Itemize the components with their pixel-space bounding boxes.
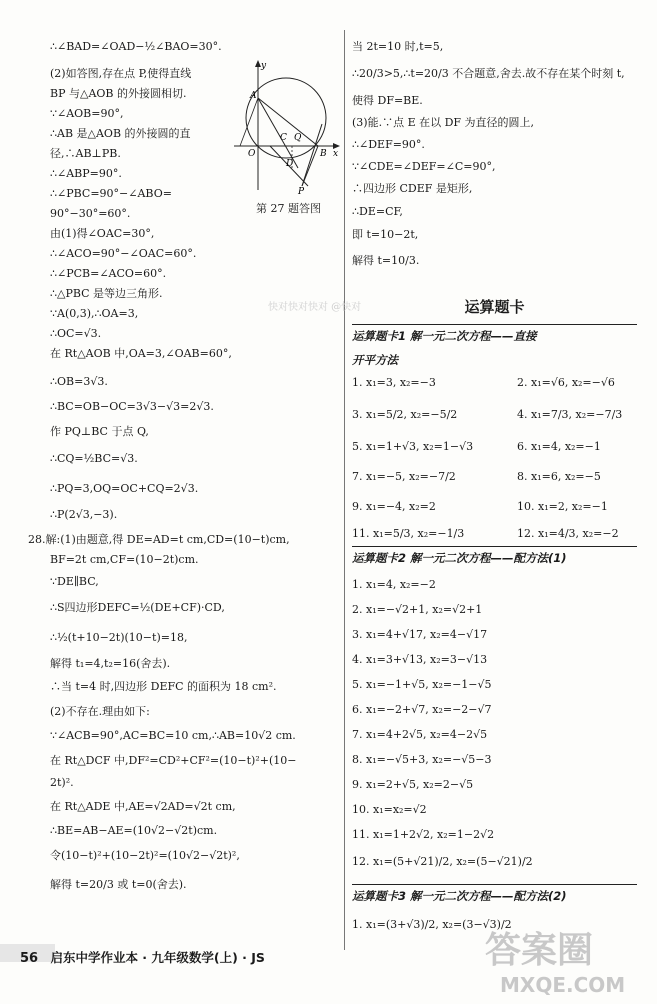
answer-item: 1. x₁=(3+√3)/2, x₂=(3−√3)/2 xyxy=(352,918,512,931)
answer-item: 2. x₁=√6, x₂=−√6 xyxy=(517,376,615,389)
left-text-line: BP 与△AOB 的外接圆相切. xyxy=(50,87,187,100)
left-text-line: (2)不存在.理由如下: xyxy=(50,705,150,718)
label-d: D xyxy=(286,159,294,169)
left-text-line: 作 PQ⊥BC 于点 Q, xyxy=(50,425,149,438)
line-ab xyxy=(258,98,318,146)
left-text-line: ∴AB 是△AOB 的外接圆的直 xyxy=(50,127,191,140)
left-text-line: ∴△PBC 是等边三角形. xyxy=(50,287,163,300)
left-text-line: 解得 t₁=4,t₂=16(舍去). xyxy=(50,657,171,670)
answer-item: 5. x₁=−1+√5, x₂=−1−√5 xyxy=(352,678,492,691)
left-text-line: ∵A(0,3),∴OA=3, xyxy=(50,307,139,320)
answer-item: 4. x₁=7/3, x₂=−7/3 xyxy=(517,408,623,421)
right-text-line: 当 2t=10 时,t=5, xyxy=(352,40,444,53)
answer-item: 6. x₁=4, x₂=−1 xyxy=(517,440,601,453)
geometry-figure xyxy=(230,58,342,198)
footer-title: 启东中学作业本 · 九年级数学(上) · JS xyxy=(50,950,265,965)
page-number: 56 xyxy=(20,951,39,966)
answer-item: 3. x₁=4+√17, x₂=4−√17 xyxy=(352,628,488,641)
answer-item: 8. x₁=−√5+3, x₂=−√5−3 xyxy=(352,753,492,766)
answer-item: 4. x₁=3+√13, x₂=3−√13 xyxy=(352,653,488,666)
watermark-logo xyxy=(480,920,650,1000)
left-text-line: ∵∠AOB=90°, xyxy=(50,107,124,120)
left-text-line: 90°−30°=60°. xyxy=(50,207,131,220)
card-heading: 运算题卡2 解一元二次方程——配方法(1) xyxy=(352,551,567,565)
left-text-line: ∴½(t+10−2t)(10−t)=18, xyxy=(50,631,188,644)
column-divider xyxy=(344,30,345,950)
left-text-line: BF=2t cm,CF=(10−2t)cm. xyxy=(50,553,199,566)
left-text-line: ∴∠PCB=∠ACO=60°. xyxy=(50,267,167,280)
left-text-line: (2)如答图,存在点 P,使得直线 xyxy=(50,67,192,80)
answer-item: 5. x₁=1+√3, x₂=1−√3 xyxy=(352,440,474,453)
answer-item: 6. x₁=−2+√7, x₂=−2−√7 xyxy=(352,703,492,716)
answer-item: 11. x₁=1+2√2, x₂=1−2√2 xyxy=(352,828,495,841)
answer-item: 10. x₁=2, x₂=−1 xyxy=(517,500,608,513)
right-text-line: (3)能.∵点 E 在以 DF 为直径的圆上, xyxy=(352,116,535,129)
left-text-line: ∵∠ACB=90°,AC=BC=10 cm,∴AB=10√2 cm. xyxy=(50,729,296,742)
left-text-line: ∴CQ=½BC=√3. xyxy=(50,452,138,465)
left-text-line: ∴∠ACO=90°−∠OAC=60°. xyxy=(50,247,197,260)
line-oa xyxy=(240,98,258,146)
left-text-line: ∴当 t=4 时,四边形 DEFC 的面积为 18 cm². xyxy=(50,680,277,693)
left-text-line: ∴OB=3√3. xyxy=(50,375,108,388)
right-text-line: 解得 t=10/3. xyxy=(352,254,420,267)
right-text-line: ∴DE=CF, xyxy=(352,205,403,218)
answer-item: 3. x₁=5/2, x₂=−5/2 xyxy=(352,408,458,421)
page-footer xyxy=(20,948,265,966)
left-text-line: ∴∠ABP=90°. xyxy=(50,167,122,180)
left-text-line: ∴S四边形DEFC=½(DE+CF)·CD, xyxy=(50,601,225,614)
right-text-line: ∴四边形 CDEF 是矩形, xyxy=(352,182,473,195)
card-rule xyxy=(352,324,637,325)
left-text-line: 在 Rt△AOB 中,OA=3,∠OAB=60°, xyxy=(50,347,232,360)
left-text-line: 在 Rt△DCF 中,DF²=CD²+CF²=(10−t)²+(10− xyxy=(50,754,297,767)
left-text-line: 在 Rt△ADE 中,AE=√2AD=√2t cm, xyxy=(50,800,236,813)
label-a: A xyxy=(250,91,257,101)
left-text-line: ∴BC=OB−OC=3√3−√3=2√3. xyxy=(50,400,214,413)
answer-item: 9. x₁=−4, x₂=2 xyxy=(352,500,436,513)
answer-item: 7. x₁=4+2√5, x₂=4−2√5 xyxy=(352,728,488,741)
answer-item: 12. x₁=(5+√21)/2, x₂=(5−√21)/2 xyxy=(352,855,533,868)
left-text-line: ∴OC=√3. xyxy=(50,327,102,340)
label-q: Q xyxy=(294,133,302,143)
stamp-watermark: 快对快对快对 @快对 xyxy=(268,302,362,313)
label-y: y xyxy=(261,61,267,71)
left-text-line: 径,∴AB⊥PB. xyxy=(50,147,121,160)
label-o: O xyxy=(248,149,256,159)
left-text-line: 令(10−t)²+(10−2t)²=(10√2−√2t)², xyxy=(50,849,240,862)
answer-item: 1. x₁=4, x₂=−2 xyxy=(352,578,436,591)
answer-item: 2. x₁=−√2+1, x₂=√2+1 xyxy=(352,603,483,616)
right-text-line: 即 t=10−2t, xyxy=(352,228,419,241)
tangent-line xyxy=(302,124,322,186)
left-text-line: ∴BE=AB−AE=(10√2−√2t)cm. xyxy=(50,824,218,837)
watermark-text-top: 答案圈 xyxy=(485,930,594,971)
answer-item: 12. x₁=4/3, x₂=−2 xyxy=(517,527,619,540)
card-heading: 开平方法 xyxy=(352,353,398,367)
right-text-line: ∵∠CDE=∠DEF=∠C=90°, xyxy=(352,160,496,173)
left-text-line: 解得 t=20/3 或 t=0(舍去). xyxy=(50,878,187,891)
label-p: P xyxy=(298,187,305,197)
answer-item: 7. x₁=−5, x₂=−7/2 xyxy=(352,470,456,483)
left-text-line: ∴PQ=3,OQ=OC+CQ=2√3. xyxy=(50,482,199,495)
card-heading: 运算题卡1 解一元二次方程——直接 xyxy=(352,329,537,343)
right-text-line: 使得 DF=BE. xyxy=(352,94,423,107)
left-text-line: 2t)². xyxy=(50,776,74,789)
answer-item: 8. x₁=6, x₂=−5 xyxy=(517,470,601,483)
answer-item: 1. x₁=3, x₂=−3 xyxy=(352,376,436,389)
card-rule xyxy=(352,546,637,547)
left-text-line: 由(1)得∠OAC=30°, xyxy=(50,227,155,240)
left-text-line: ∴∠PBC=90°−∠ABO= xyxy=(50,187,172,200)
figure-caption: 第 27 题答图 xyxy=(256,202,321,215)
card-rule xyxy=(352,884,637,885)
answer-item: 9. x₁=2+√5, x₂=2−√5 xyxy=(352,778,474,791)
label-x: x xyxy=(333,149,339,159)
answer-item: 11. x₁=5/3, x₂=−1/3 xyxy=(352,527,465,540)
right-text-line: ∴∠DEF=90°. xyxy=(352,138,425,151)
right-text-line: ∴20/3>5,∴t=20/3 不合题意,舍去.故不存在某个时刻 t, xyxy=(352,67,625,80)
label-c: C xyxy=(280,133,287,143)
left-text-line: ∵DE∥BC, xyxy=(50,575,99,588)
label-b: B xyxy=(320,149,327,159)
left-text-line: ∴∠BAD=∠OAD−½∠BAO=30°. xyxy=(50,40,222,53)
watermark-text-bottom: MXQE.COM xyxy=(500,973,626,997)
card-heading: 运算题卡3 解一元二次方程——配方法(2) xyxy=(352,889,567,903)
section-title: 运算题卡 xyxy=(464,298,525,316)
left-text-line: ∴P(2√3,−3). xyxy=(50,508,118,521)
answer-item: 10. x₁=x₂=√2 xyxy=(352,803,427,816)
left-text-line: 28.解:(1)由题意,得 DE=AD=t cm,CD=(10−t)cm, xyxy=(28,533,290,546)
